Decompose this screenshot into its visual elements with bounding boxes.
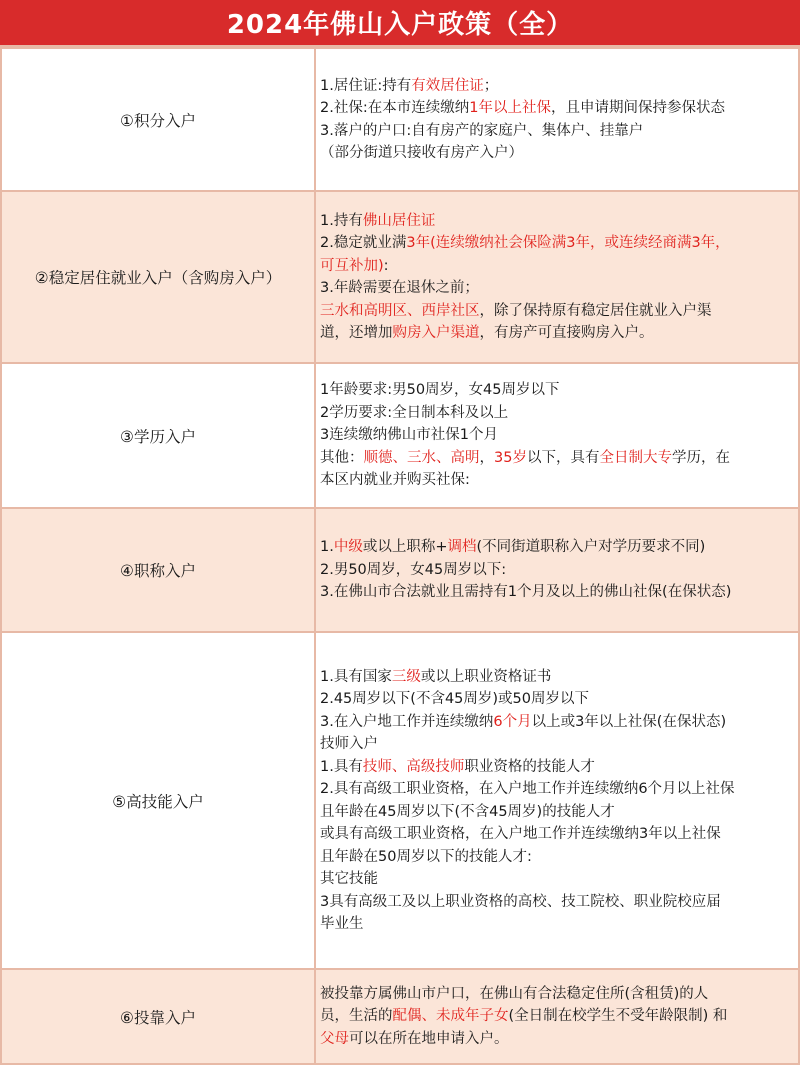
text-segment: (不同街道职称入户对学历要求不同) bbox=[476, 539, 706, 556]
text-segment: : bbox=[383, 257, 389, 274]
text-segment: 3具有高级工及以上职业资格的高校、技工院校、职业院校应届 bbox=[320, 893, 721, 910]
text-segment: 3.落户的户口:自有房产的家庭户、集体户、挂靠户 bbox=[320, 122, 644, 139]
requirement-line bbox=[320, 142, 792, 165]
requirement-line bbox=[320, 536, 792, 559]
table-row bbox=[1, 508, 799, 632]
highlighted-text: 配偶、未成年子女 bbox=[392, 1008, 509, 1025]
requirement-line bbox=[320, 983, 792, 1006]
requirements-cell bbox=[315, 363, 799, 508]
requirement-line bbox=[320, 424, 792, 447]
category-cell: ⑤高技能入户 bbox=[1, 632, 315, 969]
requirement-line bbox=[320, 756, 792, 779]
text-segment: 1.具有国家 bbox=[320, 668, 392, 685]
requirements-cell bbox=[315, 48, 799, 191]
requirements-cell bbox=[315, 969, 799, 1064]
text-segment: ，且申请期间保持参保状态 bbox=[550, 100, 725, 116]
text-segment: 或以上职业资格证书 bbox=[420, 668, 552, 685]
highlighted-text: 调档 bbox=[447, 539, 477, 556]
category-cell: ②稳定居住就业入户（含购房入户） bbox=[1, 191, 315, 363]
text-segment: 技师入户 bbox=[320, 736, 378, 752]
requirements-cell bbox=[315, 508, 799, 632]
text-segment: 且年龄在45周岁以下(不含45周岁)的技能人才 bbox=[320, 803, 615, 820]
category-cell: ①积分入户 bbox=[1, 48, 315, 191]
text-segment: 且年龄在50周岁以下的技能人才: bbox=[320, 848, 532, 865]
text-segment: 道，还增加 bbox=[320, 325, 393, 341]
highlighted-text: 1年以上社保 bbox=[469, 100, 551, 116]
highlighted-text: 中级 bbox=[333, 539, 363, 556]
text-segment: 其他： bbox=[320, 449, 364, 466]
page-title: 2024年佛山入户政策（全） bbox=[0, 0, 800, 47]
highlighted-text: 佛山居住证 bbox=[362, 212, 436, 229]
requirement-line bbox=[320, 559, 792, 582]
text-segment: ，除了保持原有稳定居住就业入户渠 bbox=[479, 302, 712, 319]
requirement-line bbox=[320, 255, 792, 278]
text-segment: 2.男50周岁，女45周岁以下: bbox=[320, 561, 507, 578]
highlighted-text: 三水和高明区、西岸社区 bbox=[320, 302, 480, 319]
requirement-line bbox=[320, 300, 792, 323]
requirement-line bbox=[320, 232, 792, 255]
text-segment: ； bbox=[483, 77, 499, 94]
highlighted-text: 有效居住证 bbox=[411, 77, 484, 94]
policy-table bbox=[0, 47, 800, 1065]
text-segment: 被投靠方属佛山市户口，在佛山有合法稳定住所(含租赁)的人 bbox=[320, 985, 709, 1002]
highlighted-text: 三级 bbox=[391, 668, 421, 685]
requirement-line bbox=[320, 1005, 792, 1028]
text-segment: 以下，具有 bbox=[526, 449, 600, 466]
requirement-line bbox=[320, 891, 792, 914]
requirement-line bbox=[320, 581, 792, 604]
requirement-line bbox=[320, 823, 792, 846]
text-segment: 3.在佛山市合法就业且需持有1个月及以上的佛山社保(在保状态) bbox=[320, 584, 732, 601]
text-segment: 3.在入户地工作并连续缴纳 bbox=[320, 713, 494, 730]
requirement-line bbox=[320, 666, 792, 689]
requirement-line bbox=[320, 778, 792, 801]
text-segment: 2.社保:在本市连续缴纳 bbox=[320, 100, 470, 116]
requirement-line bbox=[320, 322, 792, 345]
table-row bbox=[1, 632, 799, 969]
requirement-line bbox=[320, 97, 792, 120]
text-segment: （部分街道只接收有房产入户） bbox=[320, 145, 523, 161]
text-segment: 员，生活的 bbox=[320, 1008, 393, 1025]
text-segment: 1.居住证:持有 bbox=[320, 77, 412, 94]
requirement-line bbox=[320, 1028, 792, 1051]
text-segment: 本区内就业并购买社保: bbox=[320, 472, 470, 489]
text-segment: (全日制在校学生不受年龄限制) 和 bbox=[508, 1008, 728, 1025]
table-row bbox=[1, 191, 799, 363]
requirements-cell bbox=[315, 632, 799, 969]
category-cell: ⑥投靠入户 bbox=[1, 969, 315, 1064]
text-segment: ， bbox=[479, 449, 494, 466]
requirement-line bbox=[320, 801, 792, 824]
text-segment: 或具有高级工职业资格，在入户地工作并连续缴纳3年以上社保 bbox=[320, 826, 721, 842]
requirement-line bbox=[320, 277, 792, 300]
highlighted-text: 顺德、三水、高明 bbox=[363, 449, 480, 466]
requirement-line bbox=[320, 913, 792, 936]
highlighted-text: 可互补加) bbox=[320, 257, 384, 274]
text-segment: 2学历要求:全日制本科及以上 bbox=[320, 404, 509, 421]
text-segment: 或以上职称+ bbox=[362, 539, 448, 556]
requirement-line bbox=[320, 75, 792, 98]
requirement-line bbox=[320, 379, 792, 402]
text-segment: 毕业生 bbox=[320, 916, 364, 932]
requirement-line bbox=[320, 447, 792, 470]
category-cell: ④职称入户 bbox=[1, 508, 315, 632]
text-segment: ，有房产可直接购房入户。 bbox=[479, 325, 654, 341]
requirement-line bbox=[320, 711, 792, 734]
text-segment: 2.稳定就业满 bbox=[320, 235, 407, 251]
requirement-line bbox=[320, 210, 792, 233]
highlighted-text: 技师、高级技师 bbox=[362, 758, 465, 775]
text-segment: 2.45周岁以下(不含45周岁)或50周岁以下 bbox=[320, 691, 589, 707]
text-segment: 1.具有 bbox=[320, 758, 363, 775]
table-row bbox=[1, 969, 799, 1064]
text-segment: 以上或3年以上社保(在保状态) bbox=[531, 713, 727, 730]
highlighted-text: 父母 bbox=[320, 1030, 349, 1047]
highlighted-text: 6个月 bbox=[493, 713, 532, 730]
table-row bbox=[1, 48, 799, 191]
requirements-cell bbox=[315, 191, 799, 363]
text-segment: 职业资格的技能人才 bbox=[464, 758, 595, 775]
requirement-line bbox=[320, 846, 792, 869]
highlighted-text: 购房入户渠道 bbox=[392, 325, 480, 341]
text-segment: 其它技能 bbox=[320, 871, 378, 887]
requirement-line bbox=[320, 733, 792, 756]
highlighted-text: 35岁 bbox=[494, 449, 527, 466]
text-segment: 2.具有高级工职业资格，在入户地工作并连续缴纳6个月以上社保 bbox=[320, 781, 735, 797]
text-segment: 1年龄要求:男50周岁，女45周岁以下 bbox=[320, 382, 560, 399]
highlighted-text: 全日制大专 bbox=[599, 449, 672, 466]
requirement-line bbox=[320, 402, 792, 425]
text-segment: 3.年龄需要在退休之前； bbox=[320, 280, 479, 296]
requirement-line bbox=[320, 120, 792, 143]
text-segment: 可以在所在地申请入户。 bbox=[349, 1030, 509, 1047]
category-cell: ③学历入户 bbox=[1, 363, 315, 508]
highlighted-text: 3年(连续缴纳社会保险满3年，或连续经商满3年， bbox=[406, 235, 730, 251]
requirement-line bbox=[320, 469, 792, 492]
table-row bbox=[1, 363, 799, 508]
requirement-line bbox=[320, 688, 792, 711]
requirement-line bbox=[320, 868, 792, 891]
text-segment: 1.持有 bbox=[320, 212, 363, 229]
text-segment: 3连续缴纳佛山市社保1个月 bbox=[320, 427, 498, 444]
text-segment: 1. bbox=[320, 539, 334, 556]
text-segment: 学历，在 bbox=[671, 449, 730, 466]
